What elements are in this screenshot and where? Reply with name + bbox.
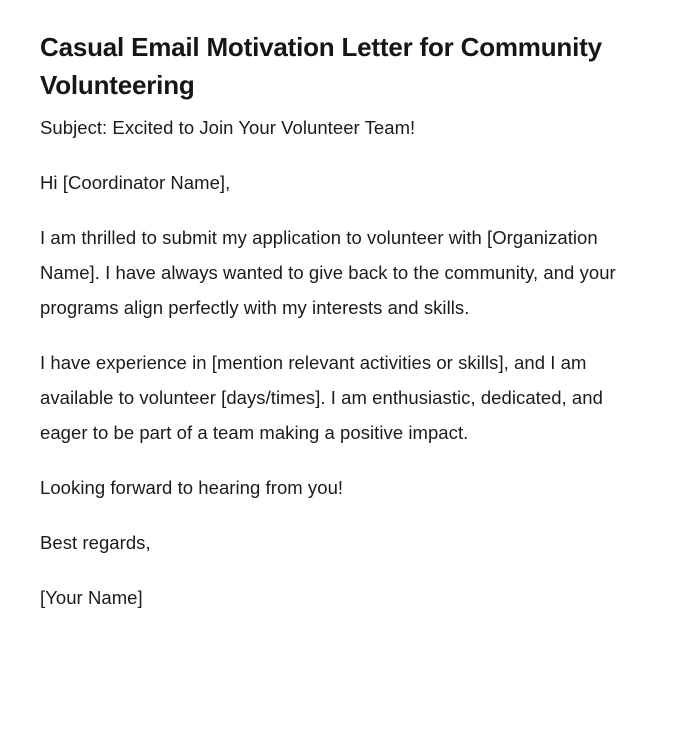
- sign-off: Best regards,: [40, 532, 151, 553]
- salutation: Hi [Coordinator Name],: [40, 172, 231, 193]
- letter-body: [40, 110, 640, 615]
- body-paragraph-1: I am thrilled to submit my application to volunteer with [Organization Name]. I have always wanted to give back to the community, and your programs align perfectly with my interests and skills.: [40, 227, 616, 318]
- closing-line: Looking forward to hearing from you!: [40, 477, 344, 498]
- body-paragraph-2: I have experience in [mention relevant activities or skills], and I am available to volunteer [days/times]. I am enthusiastic, dedicated, and eager to be part of a team making a positive impact.: [40, 352, 603, 443]
- subject-line: Subject: Excited to Join Your Volunteer Team!: [40, 117, 416, 138]
- page-title: Casual Email Motivation Letter for Community Volunteering: [40, 32, 602, 100]
- signature-name: [Your Name]: [40, 587, 143, 608]
